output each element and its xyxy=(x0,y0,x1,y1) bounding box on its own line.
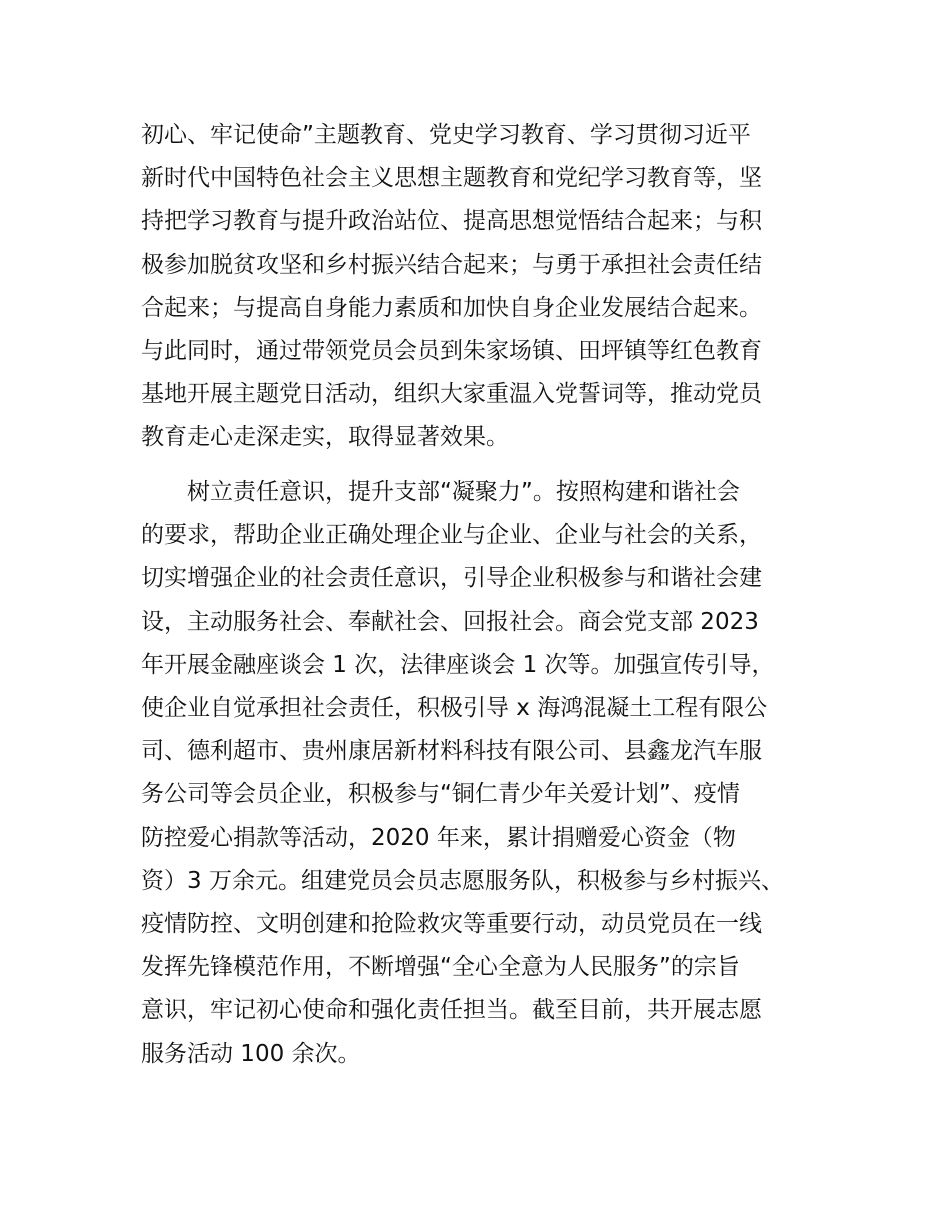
text-line: 司、德利超市、贵州康居新材料科技有限公司、县鑫龙汽车服 xyxy=(141,738,762,765)
text-line: 服务活动 100 余次。 xyxy=(141,1040,361,1067)
text-line: 意识，牢记初心使命和强化责任担当。截至目前，共开展志愿 xyxy=(141,997,762,1024)
text-line: 持把学习教育与提升政治站位、提高思想觉悟结合起来；与积 xyxy=(141,208,762,235)
text-line: 合起来；与提高自身能力素质和加快自身企业发展结合起来。 xyxy=(141,294,762,321)
text-line: 初心、牢记使命”主题教育、党史学习教育、学习贯彻习近平 xyxy=(141,122,751,148)
text-line: 务公司等会员企业，积极参与“铜仁青少年关爱计划”、疫情 xyxy=(141,781,740,808)
text-line: 基地开展主题党日活动，组织大家重温入党誓词等，推动党员 xyxy=(141,381,762,408)
text-line: 与此同时，通过带领党员会员到朱家场镇、田坪镇等红色教育 xyxy=(141,338,762,365)
text-line: 使企业自觉承担社会责任，积极引导 x 海鸿混凝土工程有限公 xyxy=(141,695,768,722)
text-line: 教育走心走深走实，取得显著效果。 xyxy=(141,424,509,451)
text-line: 切实增强企业的社会责任意识，引导企业积极参与和谐社会建 xyxy=(141,565,762,592)
text-line: 发挥先锋模范作用，不断增强“全心全意为人民服务”的宗旨 xyxy=(141,954,740,981)
text-line: 极参加脱贫攻坚和乡村振兴结合起来；与勇于承担社会责任结 xyxy=(141,251,762,278)
text-line: 新时代中国特色社会主义思想主题教育和党纪学习教育等，坚 xyxy=(141,165,762,192)
text-line: 设，主动服务社会、奉献社会、回报社会。商会党支部 2023 xyxy=(141,608,759,635)
text-line: 的要求，帮助企业正确处理企业与企业、企业与社会的关系， xyxy=(141,522,762,549)
text-line: 树立责任意识，提升支部“凝聚力”。按照构建和谐社会 xyxy=(141,479,740,505)
paragraph-social-responsibility xyxy=(141,471,821,1076)
text-line: 资）3 万余元。组建党员会员志愿服务队，积极参与乡村振兴、 xyxy=(141,867,784,894)
paragraph-party-education xyxy=(141,114,821,460)
text-line: 疫情防控、文明创建和抢险救灾等重要行动，动员党员在一线 xyxy=(141,911,762,938)
text-line: 防控爱心捐款等活动，2020 年来，累计捐赠爱心资金（物 xyxy=(141,824,736,851)
text-line: 年开展金融座谈会 1 次，法律座谈会 1 次等。加强宣传引导， xyxy=(141,651,775,678)
